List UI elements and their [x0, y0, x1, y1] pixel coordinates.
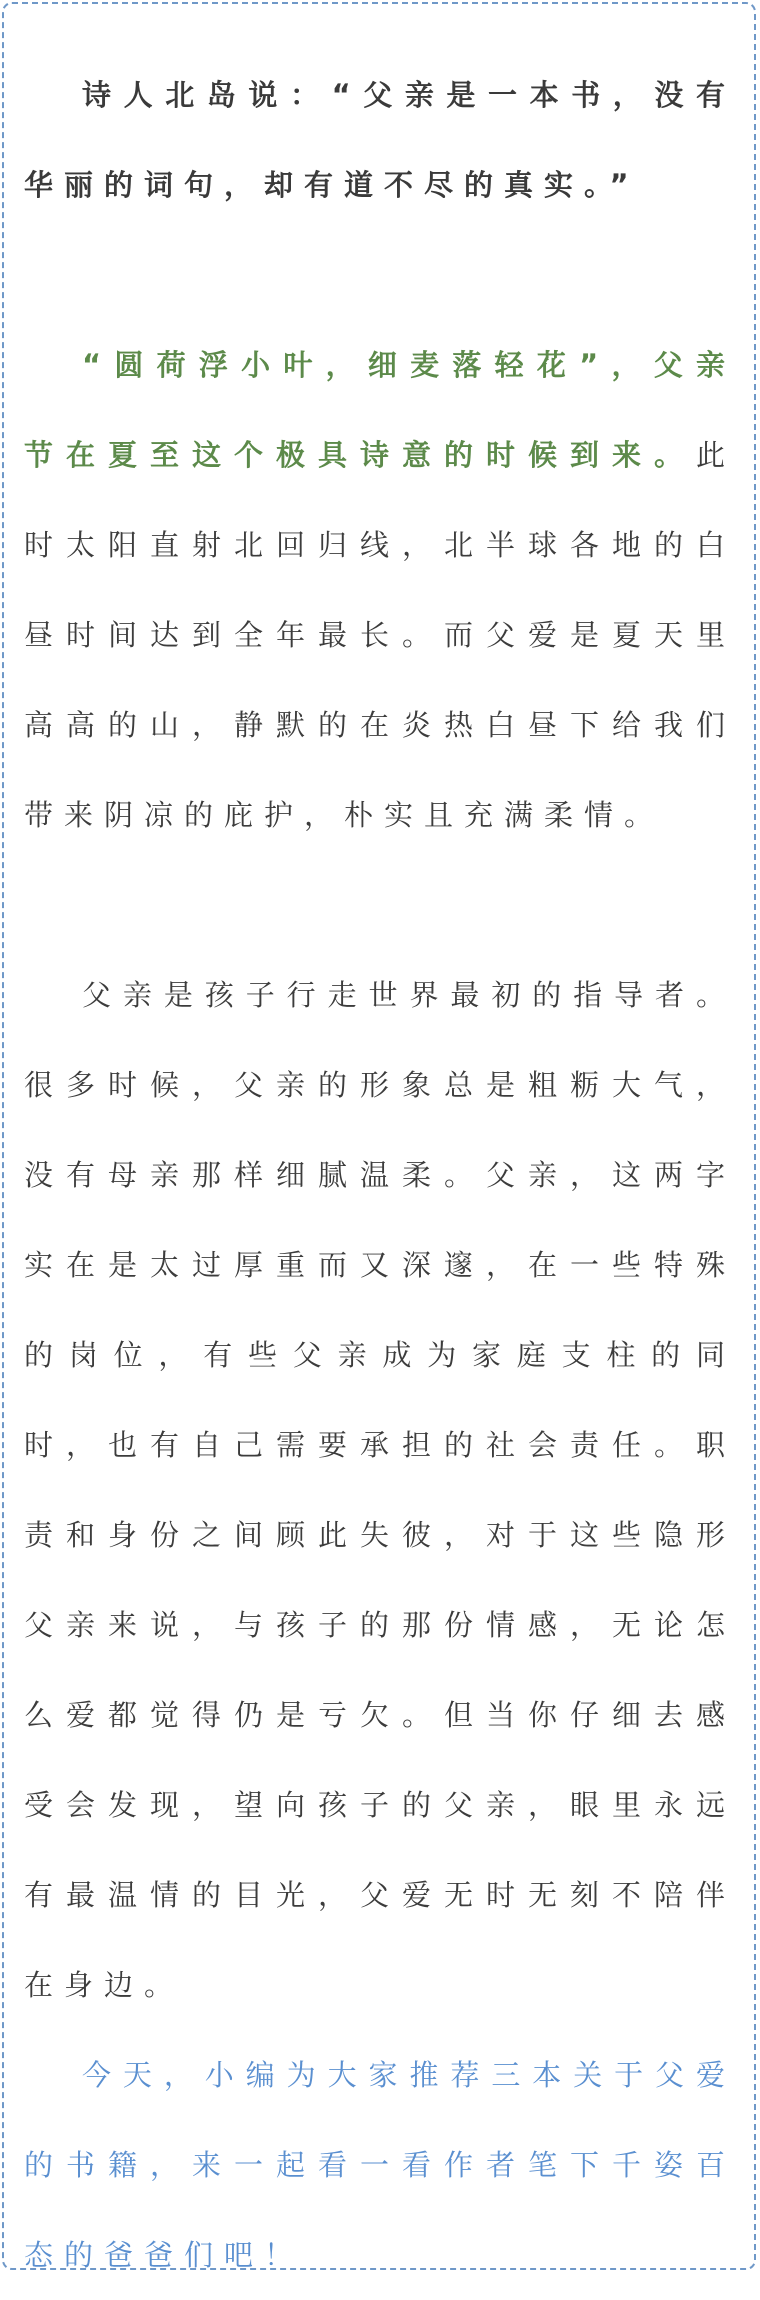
article-body [24, 50, 736, 2300]
father-guide-paragraph: 父亲是孩子行走世界最初的指导者。很多时候，父亲的形象总是粗粝大气，没有母亲那样细腻温柔。父亲，这两字实在是太过厚重而又深邃，在一些特殊的岗位，有些父亲成为家庭支柱的同时，也有自己需要承担的社会责任。职责和身份之间顾此失彼，对于这些隐形父亲来说，与孩子的那份情感，无论怎么爱都觉得仍是亏欠。但当你仔细去感受会发现，望向孩子的父亲，眼里永远有最温情的目光，父爱无时无刻不陪伴在身边。 [24, 978, 736, 2002]
paragraph-spacer [24, 230, 736, 320]
paragraph-spacer [24, 860, 736, 950]
quote-paragraph: 诗人北岛说：“父亲是一本书，没有华丽的词句，却有道不尽的真实。” [24, 78, 736, 202]
paragraph-body-text: 此时太阳直射北回归线，北半球各地的白昼时间达到全年最长。而父爱是夏天里高高的山，静默的在炎热白昼下给我们带来阴凉的庇护，朴实且充满柔情。 [24, 438, 736, 832]
summer-solstice-paragraph [24, 320, 736, 860]
recommendation-paragraph: 今天，小编为大家推荐三本关于父爱的书籍，来一起看一看作者笔下千姿百态的爸爸们吧！ [24, 2058, 736, 2272]
highlight-green-text: “圆荷浮小叶，细麦落轻花”，父亲节在夏至这个极具诗意的时候到来。 [24, 348, 736, 472]
